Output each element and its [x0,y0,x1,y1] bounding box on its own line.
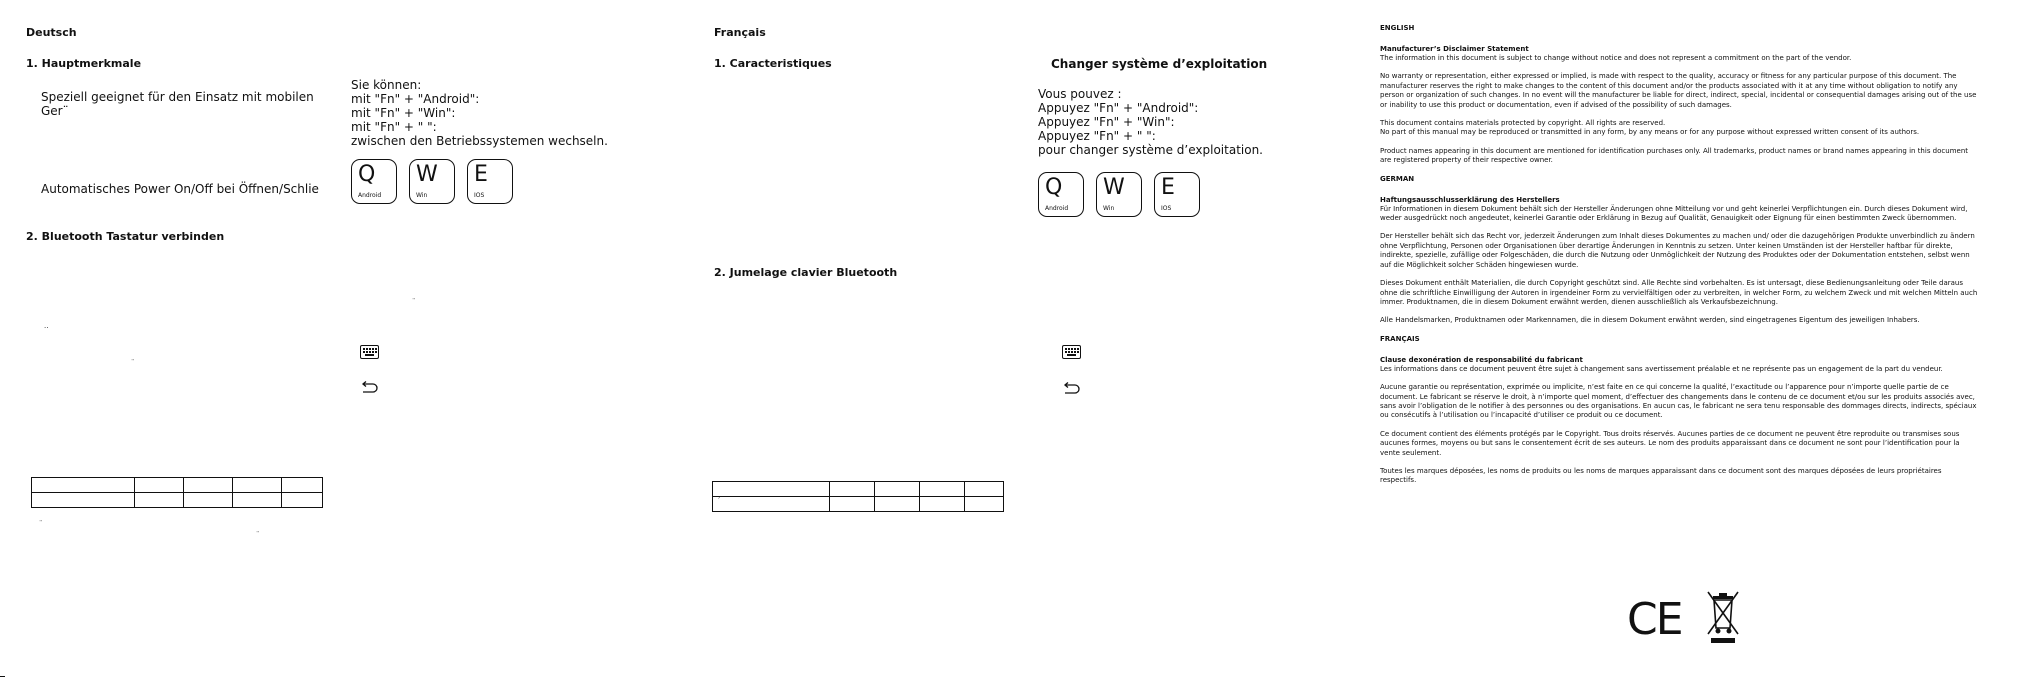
de-stray-mark: ¨ [131,359,135,367]
legal-de-paragraph: Dieses Dokument enthält Materialien, die durch Copyright geschützt sind. Alle Rechte sind vorbehalten. Es ist untersagt, diese Bedienungsanleitung oder Teile daraus ohne die schriftliche Einwilligung der Autoren in irgendeiner Form zu vervielfältigen oder zu verbreiten, in welcher Form, zu welchem Zweck und mit welchen Mitteln auch immer. Produktnamen, die in diesem Dokument erwähnt werden, dienen ausschließlich als Verkaufsbezeichnung. [1380,279,1978,306]
return-arrow-icon [361,381,379,393]
legal-de-paragraph: Der Hersteller behält sich das Recht vor, jederzeit Änderungen zum Inhalt dieses Dokumentes zu machen und/ oder die dazugehörigen Produkte unverbindlich zu ändern ohne Verpflichtung, Personen oder Organisationen über derartige Änderungen in Kenntnis zu setzen. Unter keinen Umständen ist der Hersteller haftbar für direkte, indirekte, spezielle, zufällige oder Folgeschäden, die durch die Nutzung oder Unmöglichkeit der Nutzung des Produktes oder der Dokumentation entstehen, selbst wenn auf die Möglichkeit solcher Schäden hingewiesen wurde. [1380,232,1975,269]
win-key-icon [1096,172,1142,217]
legal-en-paragraph: Product names appearing in this document are mentioned for identification purchases only. All trademarks, product names or brand names appearing in this document are registered property of their respective owner. [1380,146,1969,165]
de-switch-line: zwischen den Betriebssystemen wechseln. [351,134,608,148]
fr-language-heading: Français [714,26,766,39]
de-feature-power: Automatisches Power On/Off bei Öffnen/Schlie [41,182,319,196]
de-section1-heading: 1. Hauptmerkmale [26,57,142,70]
fr-switch-line: Appuyez "Fn" + "Android": [1038,101,1199,115]
fr-switch-line: Appuyez "Fn" + " ": [1038,129,1156,143]
key-label: Android [1045,205,1069,212]
key-letter: W [1103,175,1125,200]
fr-spec-table [712,481,1004,512]
de-switch-line: mit "Fn" + "Win": [351,106,456,120]
de-switch-line: Sie können: [351,78,422,92]
key-label: Android [358,192,382,199]
legal-fr-paragraph: Toutes les marques déposées, les noms de produits ou les noms de marques apparaissant dans ce document sont des marques déposées de leurs propriétaires respectifs. [1380,466,1942,485]
legal-fr-paragraph: Ce document contient des éléments protégés par le Copyright. Tous droits réservés. Aucunes parties de ce document ne peuvent être reproduite ou transmises sous aucunes formes, moyens ou but sans le consentement écrit de ses auteurs. Le nom des produits apparaissant dans ce document ne sont pour l’identification pour la vente seulement. [1380,429,1960,457]
key-letter: Q [358,162,376,187]
android-key-icon [351,159,397,204]
de-stray-mark: .. [44,322,49,330]
legal-de-paragraph: Alle Handelsmarken, Produktnamen oder Markennamen, die in diesem Dokument erwähnt werden, sind eingetragenes Eigentum des jeweiligen Inhabers. [1380,316,1920,325]
legal-en-subtitle: Manufacturer’s Disclaimer Statement [1380,45,1529,53]
fr-switch-line: pour changer système d’exploitation. [1038,143,1263,157]
keyboard-icon [360,345,379,359]
key-label: Win [1103,205,1115,212]
edge-mark [0,676,5,677]
keyboard-icon [1062,345,1081,359]
ce-mark-icon: CE [1627,594,1682,645]
ios-key-icon [467,159,513,204]
legal-de-title: GERMAN [1380,174,1415,183]
key-letter: E [1161,175,1175,200]
fr-section2-heading: 2. Jumelage clavier Bluetooth [714,266,898,279]
fr-section1-heading: 1. Caracteristiques [714,57,832,70]
return-arrow-icon [1063,382,1081,394]
key-letter: Q [1045,175,1063,200]
legal-en-paragraph: No warranty or representation, either expressed or implied, is made with respect to the quality, accuracy or fitness for any particular purpose of this document. The manufacturer reserves the right to make changes to the content of this document and/or the products associated with it at any time without obligation to notify any person or organization of such changes. In no event will the manufacturer be liable for direct, indirect, special, incidental or consequential damages arising out of the use or inability to use this product or documentation, even if advised of the possibility of such damages. [1380,72,1977,109]
de-section2-heading: 2. Bluetooth Tastatur verbinden [26,230,225,243]
legal-de-paragraph: Für Informationen in diesem Dokument behält sich der Hersteller Änderungen ohne Mitteilung vor und geht keinerlei Verpflichtungen ein. Durch dieses Dokument wird, weder ausgedrückt noch angedeutet, keinerlei Garantie oder Erklärung in Bezug auf Qualität, Genauigkeit oder Eignung für einen bestimmten Zweck übernommen. [1380,204,1968,223]
ios-key-icon [1154,172,1200,217]
key-label: IOS [474,192,485,199]
de-stray-mark: ¨ [256,531,260,539]
fr-stray-mark: ´ [717,497,721,505]
fr-switch-title: Changer système d’exploitation [1051,57,1268,71]
legal-de-subtitle: Haftungsausschlusserklärung des Herstellers [1380,195,1560,204]
key-letter: E [474,162,488,187]
de-feature-mobile: Speziell geeignet für den Einsatz mit mobilen [41,90,314,104]
de-stray-mark: ¨ [39,520,43,528]
legal-fr-subtitle: Clause dexonération de responsabilité du fabricant [1380,355,1583,364]
key-letter: W [416,162,438,187]
weee-bin-icon [1705,588,1741,648]
de-spec-table [31,477,323,508]
de-switch-line: mit "Fn" + " ": [351,120,437,134]
de-language-heading: Deutsch [26,26,77,39]
de-feature-mobile-cont: Ger¨ [41,104,69,118]
legal-fr-paragraph: Aucune garantie ou représentation, exprimée ou implicite, n’est faite en ce qui concerne la qualité, l’exactitude ou l’apparence pour n’importe quelle partie de ce document. Le fabricant se réserve le droit, à n’importe quel moment, d’effectuer des changements dans le contenu de ce document et/ou sur les produits associés avec, sans avoir l’obligation de le notifier à des personnes ou des organisations. En aucun cas, le fabricant ne sera tenu responsable des dommages directs, indirects, spéciaux ou consécutifs à l’utilisation ou l’incapacité d’utiliser ce produit ou ce document. [1380,383,1977,420]
fr-switch-line: Vous pouvez : [1038,87,1122,101]
legal-en-title: ENGLISH [1380,24,1415,32]
legal-en-paragraph: The information in this document is subject to change without notice and does not represent a commitment on the part of the vendor. [1380,54,1852,62]
win-key-icon [409,159,455,204]
key-label: IOS [1161,205,1172,212]
de-switch-instructions [351,78,608,148]
android-key-icon [1038,172,1084,217]
de-stray-mark: ¨ [412,298,416,306]
de-switch-line: mit "Fn" + "Android": [351,92,480,106]
key-label: Win [416,192,428,199]
legal-en-paragraph: This document contains materials protected by copyright. All rights are reserved. No part of this manual may be reproduced or transmitted in any form, by any means or for any purpose without expressed written consent of its authors. [1380,119,1920,137]
legal-fr-paragraph: Les informations dans ce document peuvent être sujet à changement sans avertissement préalable et ne représente pas un engagement de la part du vendeur. [1380,364,1943,373]
legal-disclaimer-block [1380,24,1980,486]
fr-switch-line: Appuyez "Fn" + "Win": [1038,115,1175,129]
fr-switch-instructions [1038,87,1263,157]
legal-fr-title: FRANÇAIS [1380,334,1420,343]
